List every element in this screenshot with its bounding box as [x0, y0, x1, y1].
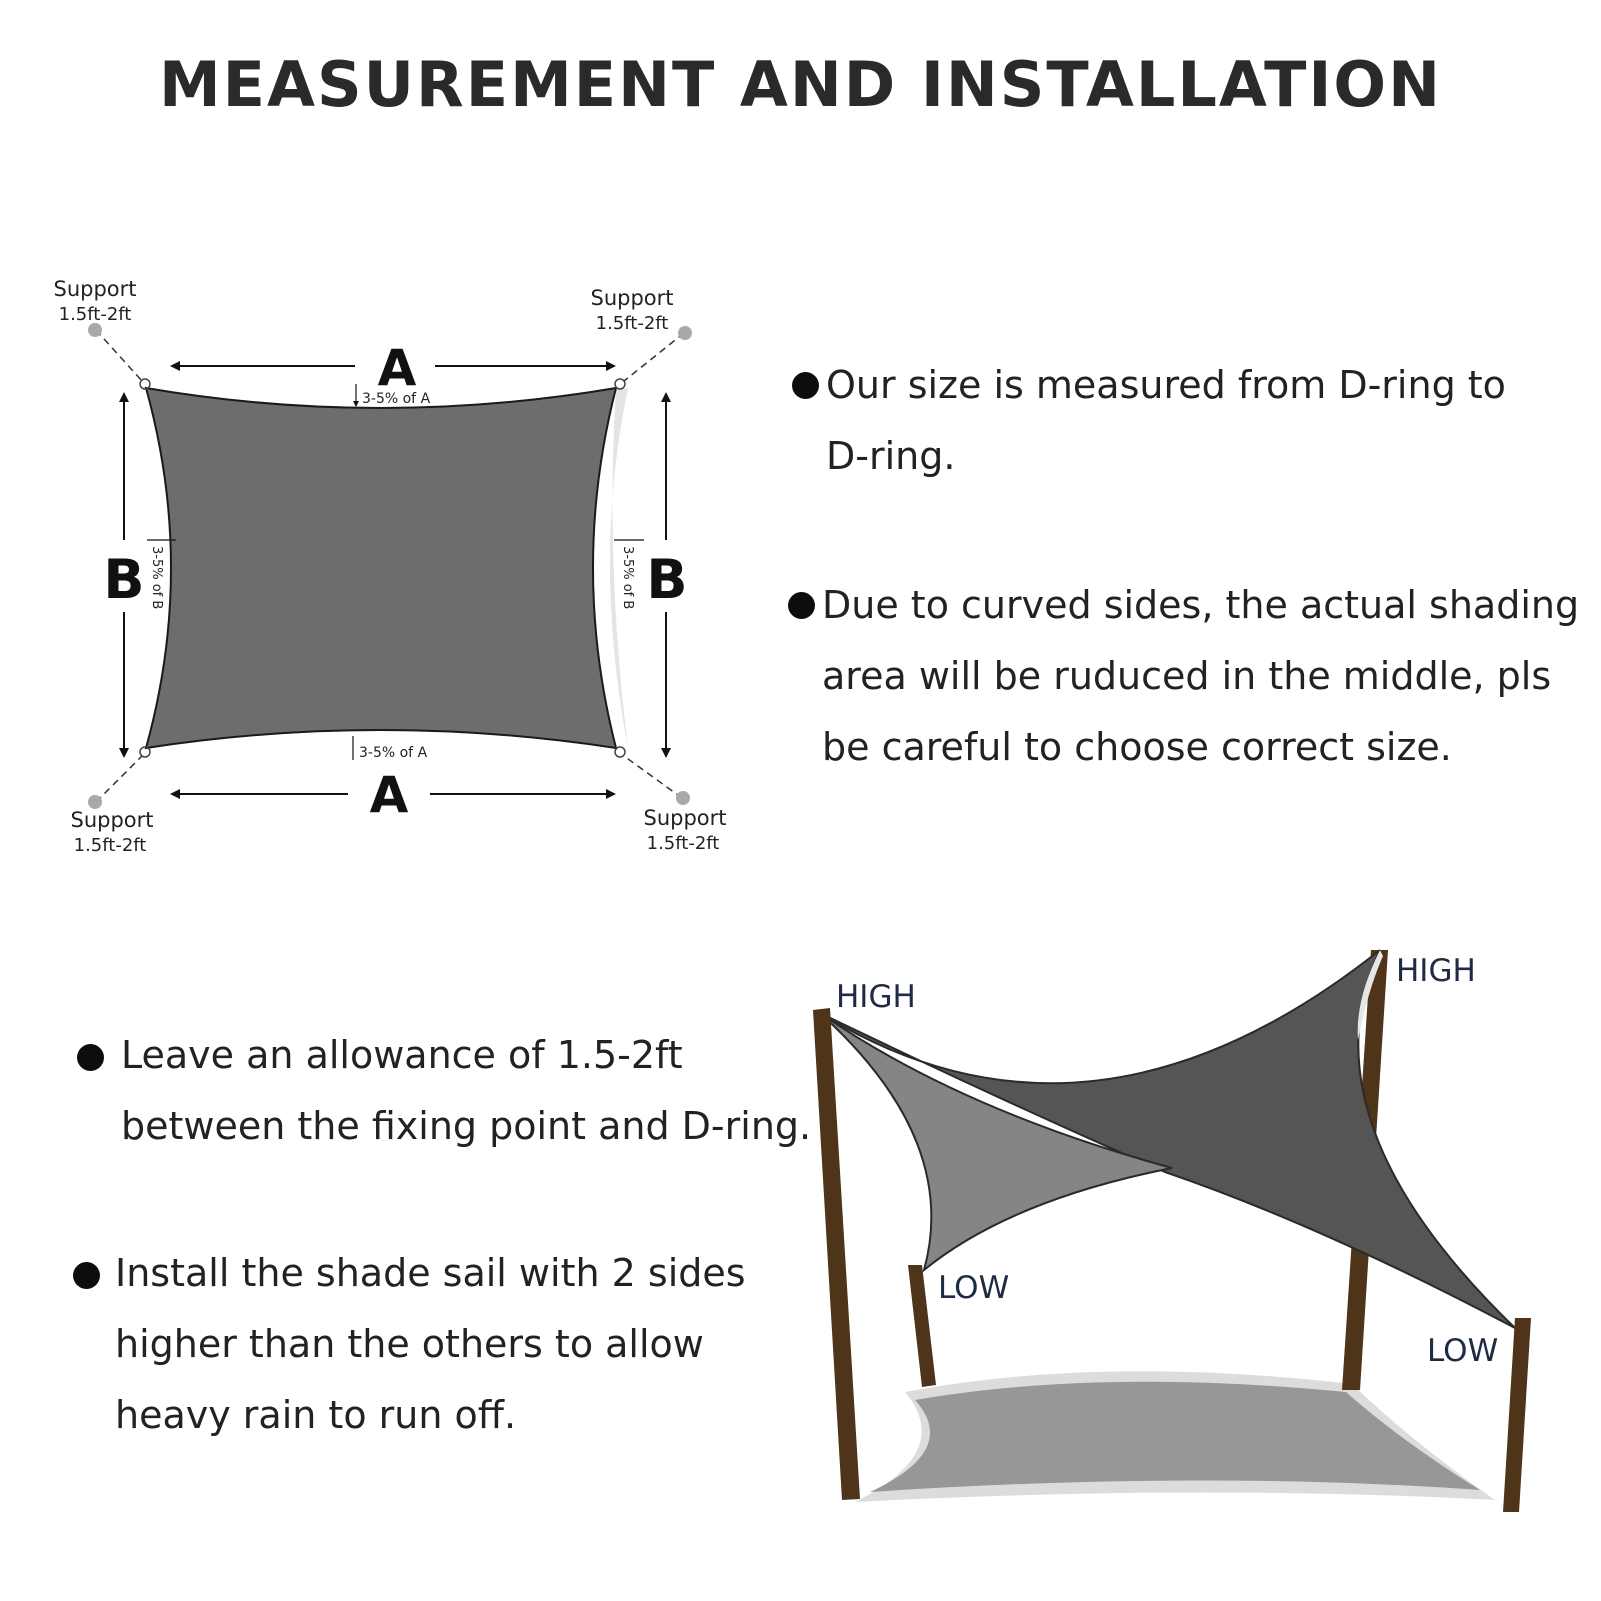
pole-front-high-left — [813, 1008, 860, 1500]
label-low-right: LOW — [1427, 1333, 1499, 1369]
dimension-a-bottom-label: A — [369, 766, 409, 824]
bullet-icon — [788, 592, 815, 619]
sag-b-right-label: 3-5% of B — [620, 546, 635, 610]
sag-a-top-label: 3-5% of A — [362, 391, 431, 407]
pole-front-low-right — [1503, 1318, 1531, 1512]
support-line-bl — [96, 756, 142, 802]
support-distance-bl: 1.5ft-2ft — [73, 835, 147, 856]
bullet-line: Due to curved sides, the actual shading — [822, 583, 1580, 627]
support-point-tr — [678, 326, 692, 340]
support-label-bl: Support — [70, 808, 154, 832]
support-line-br — [624, 756, 682, 798]
support-point-tl — [88, 323, 102, 337]
support-label-tr: Support — [590, 286, 674, 310]
bullet-icon — [77, 1044, 104, 1071]
bullet-line: Leave an allowance of 1.5-2ft — [121, 1033, 683, 1077]
support-distance-tr: 1.5ft-2ft — [595, 313, 669, 334]
support-label-br: Support — [643, 806, 727, 830]
ground-shadow-soft — [855, 1371, 1495, 1502]
bullet-icon — [73, 1262, 100, 1289]
pole-front-low-left — [908, 1265, 936, 1387]
dimension-a-top-label: A — [377, 339, 417, 397]
d-ring-br — [615, 747, 625, 757]
bullet-icon — [792, 372, 819, 399]
bullet-line: D-ring. — [826, 434, 956, 478]
page-title: MEASUREMENT AND INSTALLATION — [158, 48, 1443, 121]
bullet-line: higher than the others to allow — [115, 1322, 704, 1366]
support-line-tl — [96, 330, 142, 381]
sail-rectangle — [146, 388, 616, 748]
bullet-line: Install the shade sail with 2 sides — [115, 1251, 746, 1295]
sag-b-left-label: 3-5% of B — [149, 546, 164, 610]
support-point-br — [676, 791, 690, 805]
bullet-line: area will be ruduced in the middle, pls — [822, 654, 1552, 698]
sag-a-bottom-label: 3-5% of A — [359, 745, 428, 761]
dimension-b-right-label: B — [646, 548, 688, 611]
support-point-bl — [88, 795, 102, 809]
bullet-line: between the fixing point and D-ring. — [121, 1104, 812, 1148]
bullet-line: be careful to choose correct size. — [822, 725, 1452, 769]
bullet-line: heavy rain to run off. — [115, 1393, 517, 1437]
label-high-left: HIGH — [836, 979, 916, 1015]
support-distance-br: 1.5ft-2ft — [646, 833, 720, 854]
dimension-b-left-label: B — [103, 548, 145, 611]
support-distance-tl: 1.5ft-2ft — [58, 304, 132, 325]
bullet-line: Our size is measured from D-ring to — [826, 363, 1506, 407]
support-line-tr — [624, 333, 684, 381]
d-ring-tr — [615, 379, 625, 389]
support-label-tl: Support — [53, 277, 137, 301]
label-high-right: HIGH — [1396, 953, 1476, 989]
label-low-left: LOW — [938, 1270, 1010, 1306]
